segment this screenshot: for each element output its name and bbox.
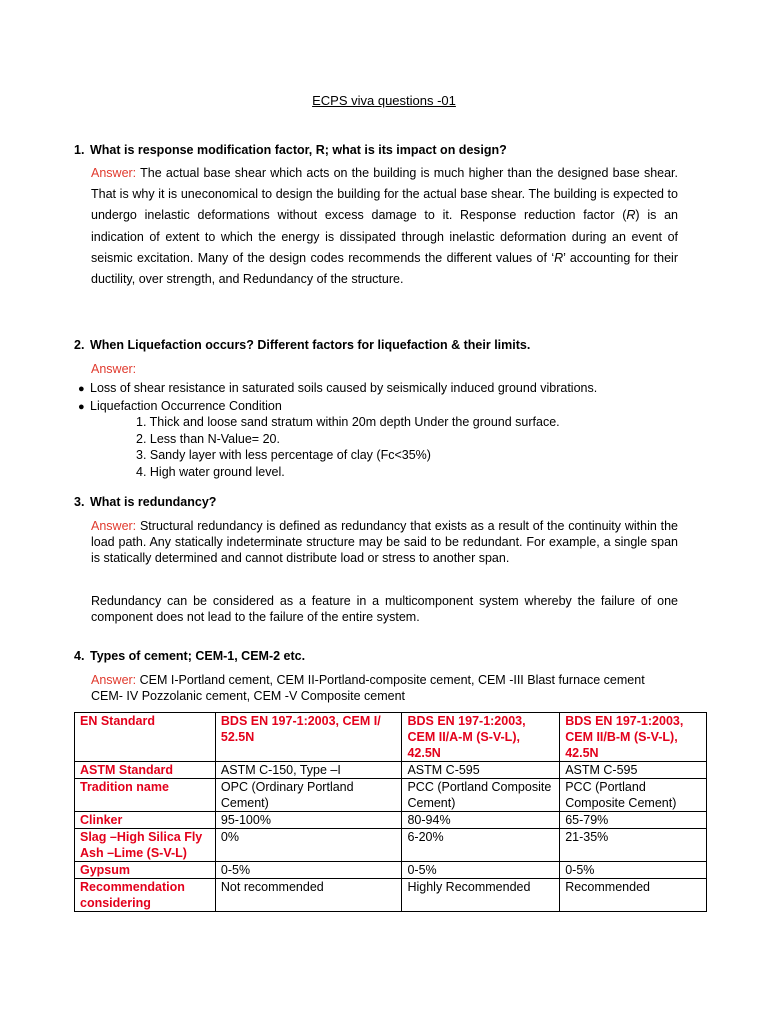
table-cell: ASTM C-150, Type –I xyxy=(215,762,402,779)
table-cell: 0% xyxy=(215,829,402,862)
page-title: ECPS viva questions -01 xyxy=(312,93,456,108)
answer-1-r-symbol-2: R xyxy=(554,250,564,265)
table-cell: 21-35% xyxy=(560,829,707,862)
question-2-text: When Liquefaction occurs? Different factors for liquefaction & their limits. xyxy=(90,338,531,352)
condition-item: 3. Sandy layer with less percentage of clay (Fc<35%) xyxy=(136,448,431,462)
answer-2-label: Answer: xyxy=(91,362,137,376)
table-row xyxy=(75,762,707,779)
answer-1 xyxy=(91,163,678,290)
row-label-cell: Gypsum xyxy=(75,862,216,879)
table-cell: 6-20% xyxy=(402,829,560,862)
question-4-number: 4. xyxy=(74,649,85,663)
table-row xyxy=(75,829,707,862)
table-cell: 0-5% xyxy=(215,862,402,879)
condition-item: 1. Thick and loose sand stratum within 20m depth Under the ground surface. xyxy=(136,415,560,429)
table-row xyxy=(75,812,707,829)
bullet-dot-icon: ● xyxy=(78,383,85,395)
bullet-item: ● Loss of shear resistance in saturated soils caused by seismically induced ground vibrations. xyxy=(78,380,597,398)
bullet-item: ● Liquefaction Occurrence Condition xyxy=(78,398,597,416)
table-header-cell: BDS EN 197-1:2003, CEM I/ 52.5N xyxy=(215,713,402,762)
answer-4 xyxy=(91,672,678,704)
row-label-cell: Recommendation considering xyxy=(75,879,216,912)
table-cell: PCC (Portland Composite Cement) xyxy=(560,779,707,812)
table-row xyxy=(75,779,707,812)
answer-1-r-symbol: R xyxy=(626,208,636,223)
bullet-dot-icon: ● xyxy=(78,401,85,413)
question-2 xyxy=(74,338,530,352)
table-cell: ASTM C-595 xyxy=(402,762,560,779)
question-2-number: 2. xyxy=(74,338,85,352)
table-cell: 0-5% xyxy=(402,862,560,879)
answer-1-label: Answer: xyxy=(91,166,137,180)
question-4 xyxy=(74,649,305,663)
table-header-row xyxy=(75,713,707,762)
liquefaction-conditions xyxy=(136,414,560,480)
table-row xyxy=(75,862,707,879)
table-cell: ASTM C-595 xyxy=(560,762,707,779)
condition-item: 2. Less than N-Value= 20. xyxy=(136,431,280,446)
table-cell: 0-5% xyxy=(560,862,707,879)
question-3-text: What is redundancy? xyxy=(90,495,217,509)
answer-4-label: Answer: xyxy=(91,673,137,687)
answer-2-label-line xyxy=(91,362,678,376)
question-1 xyxy=(74,143,507,157)
table-cell: 65-79% xyxy=(560,812,707,829)
table-cell: Not recommended xyxy=(215,879,402,912)
row-label-cell: ASTM Standard xyxy=(75,762,216,779)
answer-2-bullets xyxy=(78,380,597,416)
question-3-number: 3. xyxy=(74,495,85,509)
table-header-cell: BDS EN 197-1:2003, CEM II/A-M (S-V-L), 42.5N xyxy=(402,713,560,762)
cement-table xyxy=(74,712,707,912)
answer-3-label: Answer: xyxy=(91,519,137,533)
question-4-text: Types of cement; CEM-1, CEM-2 etc. xyxy=(90,649,306,663)
answer-3-text: Structural redundancy is defined as redundancy that exists as a result of the continuity within the load path. Any statically indeterminate structure may be said to be redundant. For example, a single span is statically determined and cannot distribute load or stress to another span. xyxy=(91,519,678,565)
answer-1-part-1: The actual base shear which acts on the building is much higher than the designed base shear. That is why it is uneconomical to design the building for the actual base shear. The building is expected to undergo inelastic deformations without excess damage to it. Response reduction factor ( xyxy=(91,166,678,223)
table-cell: Highly Recommended xyxy=(402,879,560,912)
question-3 xyxy=(74,495,216,509)
answer-3 xyxy=(91,518,678,566)
question-1-text: What is response modification factor, R; what is its impact on design? xyxy=(90,143,507,157)
answer-1-part-2: ) is an indication of extent to which the energy is dissipated through inelastic deformation during an event of seismic excitation. Many of the design codes recommends the different values of ‘ xyxy=(91,208,678,265)
table-cell: 95-100% xyxy=(215,812,402,829)
answer-3-paragraph-2: Redundancy can be considered as a feature in a multicomponent system whereby the failure of one component does not lead to the failure of the entire system. xyxy=(91,594,678,624)
table-header-cell: EN Standard xyxy=(75,713,216,762)
row-label-cell: Slag –High Silica Fly Ash –Lime (S-V-L) xyxy=(75,829,216,862)
table-cell: Recommended xyxy=(560,879,707,912)
question-1-number: 1. xyxy=(74,143,85,157)
table-cell: PCC (Portland Composite Cement) xyxy=(402,779,560,812)
table-cell: 80-94% xyxy=(402,812,560,829)
row-label-cell: Clinker xyxy=(75,812,216,829)
answer-4-text: CEM I-Portland cement, CEM II-Portland-composite cement, CEM -III Blast furnace cement CEM- IV Pozzolanic cement, CEM -V Composite cement xyxy=(91,673,645,703)
row-label-cell: Tradition name xyxy=(75,779,216,812)
table-cell: OPC (Ordinary Portland Cement) xyxy=(215,779,402,812)
table-row xyxy=(75,879,707,912)
answer-1-part-3: ’ accounting for their ductility, over strength, and Redundancy of the structure. xyxy=(91,250,678,287)
condition-item: 4. High water ground level. xyxy=(136,464,285,479)
table-header-cell: BDS EN 197-1:2003, CEM II/B-M (S-V-L), 42.5N xyxy=(560,713,707,762)
